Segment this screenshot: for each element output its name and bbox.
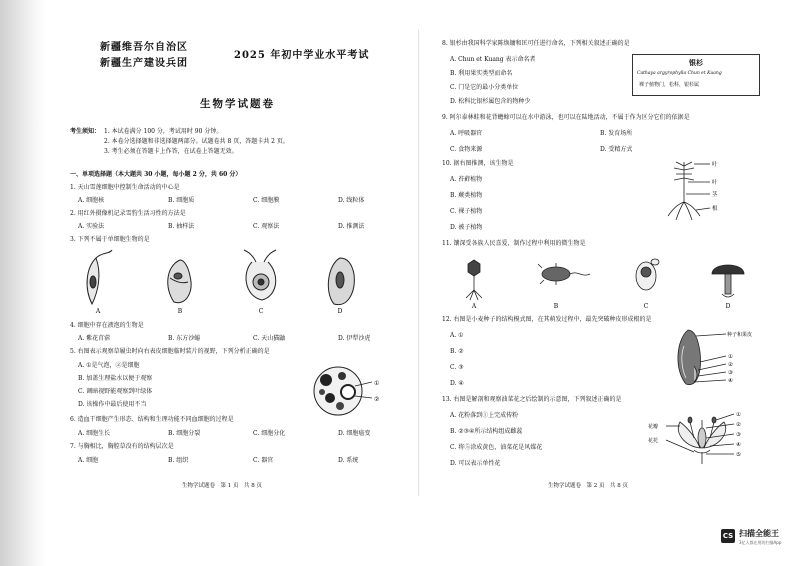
option: A. ①	[450, 332, 464, 339]
page-title: 生物学试题卷	[200, 98, 275, 110]
option: B. 发育场所	[600, 130, 633, 137]
option: B. 加盖生理盐水以便于观察	[78, 375, 153, 382]
question-stem: 12. 右图是小麦种子的结构模式图，在其萌发过程中，最先突破种皮形成根的是	[442, 316, 652, 323]
option: C. 观察法	[253, 223, 280, 230]
scanner-logo-icon: CS	[721, 529, 735, 543]
figure-mark: ①	[374, 380, 380, 387]
option: C. ③	[450, 364, 464, 371]
option: D. 被子植物	[450, 224, 483, 231]
notice-label: 考生须知：	[70, 128, 101, 135]
figure-mark: 种子和果皮	[727, 332, 753, 338]
species-classification: 裸子植物门，松科，银杉属	[639, 82, 700, 88]
species-name: 银杉	[689, 58, 703, 67]
figure-mark: ⑤	[736, 452, 741, 458]
option: A. 花粉落到①上完成传粉	[450, 412, 519, 419]
figure-mark: ①	[736, 412, 741, 418]
figure-mark: ④	[728, 378, 733, 384]
question-stem: 6. 造血干细胞产生形态、结构和生理功能不同血细胞的过程是	[70, 416, 234, 423]
region-1: 新疆维吾尔自治区	[100, 42, 188, 53]
option: B. 东方沙蝽	[168, 335, 201, 342]
option: D. 推测法	[338, 223, 365, 230]
figure-mark: ①	[728, 354, 733, 360]
option: A. 紫花苜蓿	[78, 335, 111, 342]
option: D. 伊犁沙虎	[338, 335, 371, 342]
figure-mark: ③	[728, 370, 733, 376]
question-stem: 11. 馕深受各族人民喜爱，制作过程中利用的微生物是	[442, 240, 586, 247]
option: A. 细胞生长	[78, 430, 111, 437]
figure-mark: ④	[736, 442, 741, 448]
option: D. 系统	[338, 457, 359, 464]
option: D. 该操作中最后使用不当	[78, 401, 147, 408]
option: B. 利用果实类型而命名	[450, 70, 513, 77]
species-label-box	[632, 54, 760, 96]
option: D. 松科比银杉属包含的物种少	[450, 98, 531, 105]
option: B. ②	[450, 348, 464, 355]
option: A. ①是气泡，②是细胞	[78, 362, 140, 369]
figure-label: B	[177, 308, 183, 314]
figure-mark: 花瓣	[648, 424, 659, 430]
question-stem: 1. 天山雪莲细胞中控制生命活动的中心是	[70, 184, 180, 191]
question-stem: 9. 阿尔泰林蛙和花背蟾蜍可以在水中游泳，也可以在陆地活动，不属于作为区分它们的依据是	[442, 114, 690, 121]
microscope-view-figure	[310, 364, 400, 418]
option: C. 食物来源	[450, 146, 483, 153]
question-stem: 5. 右图表示观察草履虫时向右表皮细胞临时装片的视野，下列分析正确的是	[70, 348, 270, 355]
question-stem: 10. 据右图推测，该生物是	[442, 160, 514, 167]
section-heading: 一、单项选择题（本大题共 30 小题，每小题 2 分，共 60 分）	[70, 171, 242, 178]
page-footer: 生物学试题卷 第 1 页 共 8 页	[182, 483, 262, 489]
figure-label: A	[95, 308, 101, 314]
option: C. 细胞分化	[253, 430, 286, 437]
option: A. Chun et Kuang 表示命名者	[450, 56, 536, 63]
figure-mark: 根	[712, 206, 718, 212]
question-stem: 4. 细胞中存在液泡的生物是	[70, 322, 144, 329]
figure-mark: ②	[728, 362, 733, 368]
option: B. 蕨类植物	[450, 192, 483, 199]
question-stem: 3. 下列不属于单细胞生物的是	[70, 236, 150, 243]
option: D. 受精方式	[600, 146, 633, 153]
page-divider	[418, 30, 419, 496]
figure-label: A	[471, 303, 477, 310]
wheat-seed-figure	[670, 326, 770, 388]
figure-label: C	[258, 308, 264, 314]
option: B. 细胞分裂	[168, 430, 201, 437]
option: A. 呼吸器官	[450, 130, 483, 137]
option: B. 细胞质	[168, 197, 195, 204]
figure-mark: ②	[736, 422, 741, 428]
option: B. 组织	[168, 457, 189, 464]
rapeseed-flower-figure	[644, 408, 764, 466]
option: A. 细胞	[78, 457, 99, 464]
scanner-app-slogan: 3亿人都在用的扫描App	[739, 540, 782, 545]
figure-label: D	[725, 303, 731, 310]
page-footer: 生物学试题卷 第 2 页 共 8 页	[548, 483, 628, 489]
option: D. 可以表示单性花	[450, 460, 501, 467]
figure-mark: 茎	[712, 192, 718, 198]
notice-item: 2. 本卷分选择题和非选择题两部分。试题卷共 8 页，答题卡共 2 页。	[104, 138, 289, 145]
binding-shadow	[0, 0, 46, 566]
option: C. 裸子植物	[450, 208, 483, 215]
option: A. 苔藓植物	[450, 176, 483, 183]
microorganisms-figure	[444, 254, 754, 310]
option: A. 细胞核	[78, 197, 105, 204]
single-cell-organisms-figure	[62, 248, 402, 314]
option: C. 细胞膜	[253, 197, 280, 204]
question-stem: 2. 用红外摄像机记录雪豹生活习性的方法是	[70, 210, 186, 217]
figure-label: B	[553, 303, 559, 310]
scanner-app-name: 扫描全能王	[739, 529, 779, 538]
figure-mark: 叶	[712, 162, 718, 168]
option: C. 天山猫鼬	[253, 335, 286, 342]
figure-mark: 花托	[648, 438, 659, 444]
option: C. 器官	[253, 457, 274, 464]
notice-item: 1. 本试卷满分 100 分，考试用时 90 分钟。	[104, 128, 223, 135]
option: A. 实验法	[78, 223, 105, 230]
option: C. 将⑤涂成黄色，油菜花是风媒花	[450, 444, 543, 451]
option: D. 线粒体	[338, 197, 365, 204]
option: D. 细胞癌变	[338, 430, 371, 437]
notice-item: 3. 考生必须在答题卡上作答，在试卷上答题无效。	[104, 148, 238, 155]
figure-mark: 叶	[712, 180, 718, 186]
species-latin: Cathaya argyrophylla Chun et Kuang	[637, 71, 722, 76]
option: B. ②③④所示结构组成雌蕊	[450, 428, 523, 435]
option: C. 门是它的最小分类单位	[450, 84, 519, 91]
figure-mark: ②	[374, 396, 380, 403]
exam-title: 2025 年初中学业水平考试	[234, 50, 370, 61]
question-stem: 8. 银杉由我国科学家陈焕镛和匡可任进行命名，下列相关叙述正确的是	[442, 40, 630, 47]
region-2: 新疆生产建设兵团	[100, 58, 188, 69]
question-stem: 7. 与胸相比，胸腔草没有的结构层次是	[70, 443, 174, 450]
figure-label: D	[337, 308, 343, 314]
figure-label: C	[643, 303, 649, 310]
option: B. 抽样法	[168, 223, 195, 230]
question-stem: 13. 右图是解剖和观察油菜花之后绘制的示意图，下列叙述正确的是	[442, 396, 622, 403]
figure-mark: ③	[736, 432, 741, 438]
option: C. 调暗视野能观察到叶绿体	[78, 388, 153, 395]
fern-plant-figure	[658, 158, 738, 222]
option: D. ④	[450, 380, 464, 387]
